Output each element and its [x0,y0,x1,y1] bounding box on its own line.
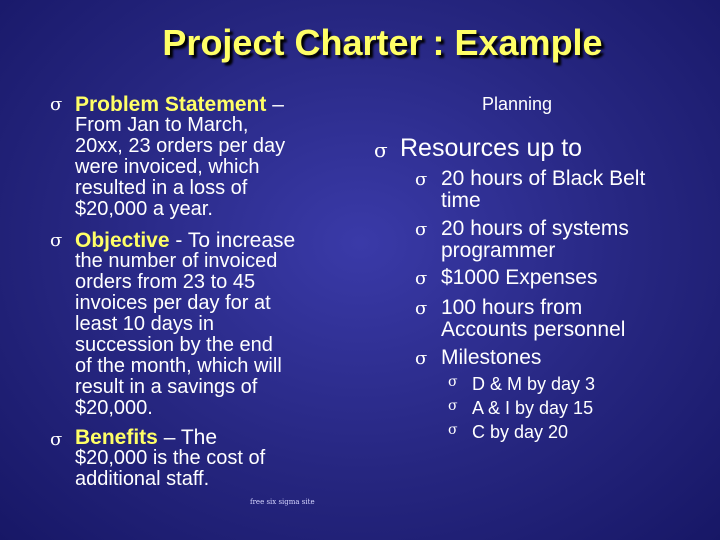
objective-line: succession by the end [75,334,273,356]
bullet-icon: σ [415,268,428,289]
resource-line: 20 hours of Black Belt [441,167,646,190]
benefits [75,427,325,490]
resource-line: 20 hours of systems [441,217,629,240]
problem-line: resulted in a loss of [75,177,248,199]
objective-line: least 10 days in [75,313,214,335]
objective-line: orders from 23 to 45 [75,271,256,293]
benefits-rest: – The [157,426,218,449]
problem-line: were invoiced, which [75,156,260,178]
problem-line: 20xx, 23 orders per day [75,135,286,157]
resource-line: $1000 Expenses [441,266,598,289]
problem-line: From Jan to March, [75,114,249,136]
resource-line: time [441,189,481,212]
resource-line: Milestones [441,346,542,369]
problem-heading: Problem Statement [75,93,267,116]
objective-rest: - To increase [169,229,296,252]
milestone-item: C by day 20 [472,422,569,442]
bullet-icon: σ [415,298,428,319]
objective [75,230,325,419]
benefits-line: $20,000 is the cost of [75,447,266,469]
objective-line: of the month, which will [75,355,282,377]
planning-label: Planning [482,94,553,114]
resource-item [441,347,701,369]
resource-item [441,218,701,262]
bullet-icon: σ [50,94,63,115]
bullet-icon: σ [448,374,458,390]
bullet-icon: σ [415,169,428,190]
bullet-icon: σ [415,348,428,369]
problem-sep: – [266,93,284,116]
resource-line: programmer [441,239,556,262]
bullet-icon: σ [50,230,63,251]
resource-line: Accounts personnel [441,318,626,341]
objective-heading: Objective [75,229,170,252]
benefits-line: additional staff. [75,468,210,490]
footer-credit: free six sigma site [250,498,315,506]
milestone-item: D & M by day 3 [472,374,596,394]
objective-line: $20,000. [75,397,153,419]
objective-line: invoices per day for at [75,292,271,314]
resources-heading: Resources up to [400,134,583,162]
bullet-icon: σ [448,422,458,438]
benefits-heading: Benefits [75,426,158,449]
bullet-icon: σ [415,219,428,240]
bullet-icon: σ [448,398,458,414]
resource-item [441,168,701,212]
objective-line: result in a savings of [75,376,258,398]
bullet-icon: σ [374,138,388,162]
slide-title: Project Charter : Example [162,22,603,63]
problem-statement [75,94,325,220]
objective-line: the number of invoiced [75,250,278,272]
resource-line: 100 hours from [441,296,583,319]
problem-line: $20,000 a year. [75,198,213,220]
milestone-item: A & I by day 15 [472,398,594,418]
bullet-icon: σ [50,429,63,450]
resource-item [441,267,701,289]
resource-item [441,297,701,341]
